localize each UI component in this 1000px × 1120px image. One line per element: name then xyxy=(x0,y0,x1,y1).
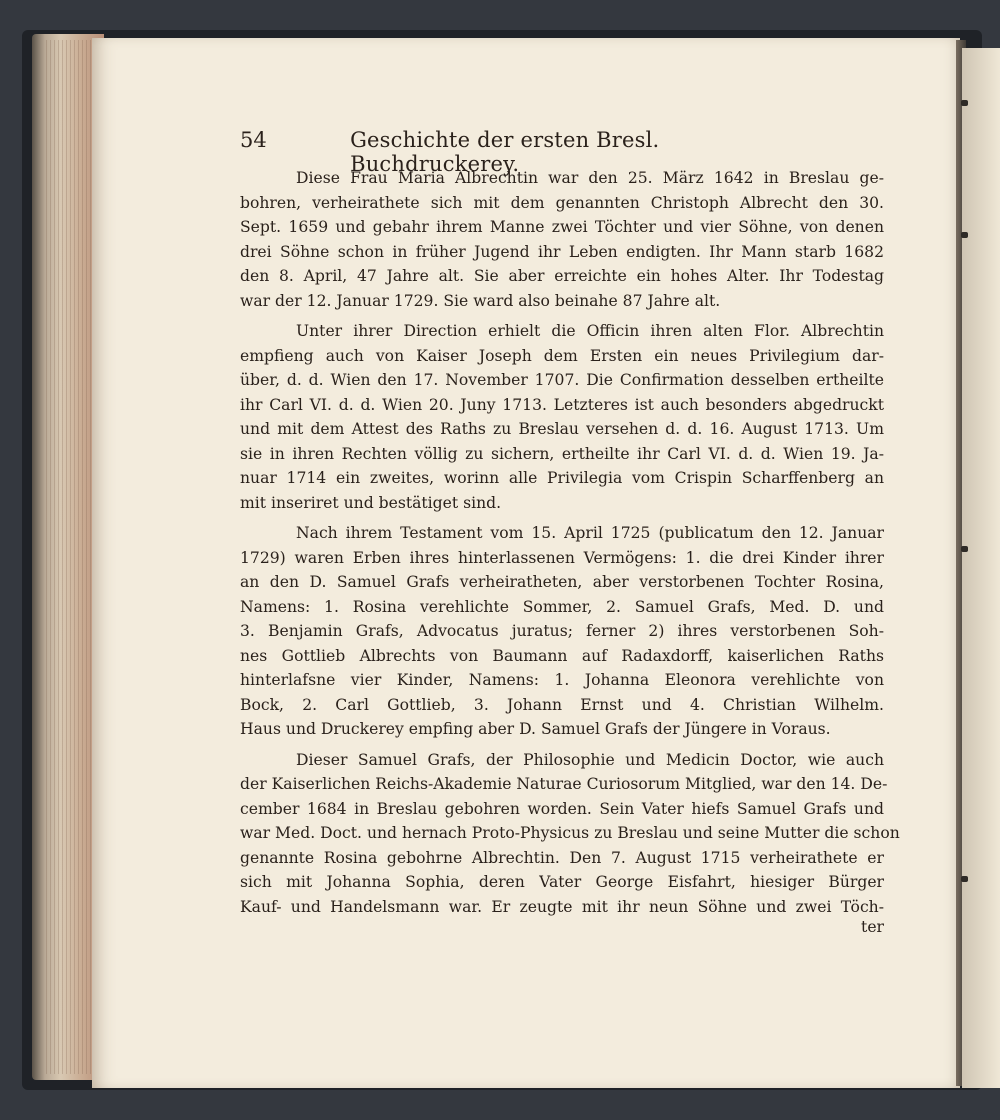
text-line: war Med. Doct. und hernach Proto-Physicus zu Breslau und seine Mutter die schon xyxy=(240,824,900,842)
paragraph xyxy=(240,748,900,920)
running-head: Geschichte der ersten Bresl. Buchdruckerey. xyxy=(350,128,660,176)
text-line: ihr Carl VI. d. d. Wien 20. Juny 1713. Letzteres ist auch besonders abgedruckt xyxy=(240,395,884,414)
paragraph xyxy=(240,521,884,742)
page-number: 54 xyxy=(240,128,267,152)
text-line: der Kaiserlichen Reichs-Akademie Naturae Curiosorum Mitglied, war den 14. De- xyxy=(240,775,888,793)
catchword: ter xyxy=(861,918,884,936)
text-line: über, d. d. Wien den 17. November 1707. Die Confirmation desselben ertheilte xyxy=(240,371,884,389)
facing-page-mark xyxy=(961,100,968,106)
text-line: war der 12. Januar 1729. Sie ward also beinahe 87 Jahre alt. xyxy=(240,291,721,310)
facing-page-mark xyxy=(961,546,968,552)
text-line: Kauf- und Handelsmann war. Er zeugte mit ihr neun Söhne und zwei Töch- xyxy=(240,897,884,916)
body-text xyxy=(240,166,900,925)
text-line: Dieser Samuel Grafs, der Philosophie und Medicin Doctor, wie auch xyxy=(296,750,884,769)
text-line: 1729) waren Erben ihres hinterlassenen Vermögens: 1. die drei Kinder ihrer xyxy=(240,548,884,567)
paragraph xyxy=(240,166,884,313)
text-line: genannte Rosina gebohrne Albrechtin. Den 7. August 1715 verheirathete er xyxy=(240,848,884,867)
paragraph xyxy=(240,319,884,515)
text-line: 3. Benjamin Grafs, Advocatus juratus; ferner 2) ihres verstorbenen Soh- xyxy=(240,622,884,640)
text-line: Haus und Druckerey empfing aber D. Samuel Grafs der Jüngere in Voraus. xyxy=(240,720,831,738)
text-line: Diese Frau Maria Albrechtin war den 25. März 1642 in Breslau ge- xyxy=(296,169,884,187)
page-edge-lines xyxy=(46,40,96,1074)
text-line: sich mit Johanna Sophia, deren Vater George Eisfahrt, hiesiger Bürger xyxy=(240,873,884,891)
text-line: nuar 1714 ein zweites, worinn alle Privilegia vom Crispin Scharffenberg an xyxy=(240,469,884,487)
facing-page-edge xyxy=(962,48,1000,1088)
text-line: mit inseriret und bestätiget sind. xyxy=(240,493,502,512)
text-line: bohren, verheirathete sich mit dem genannten Christoph Albrecht den 30. xyxy=(240,193,884,212)
text-line: an den D. Samuel Grafs verheiratheten, aber verstorbenen Tochter Rosina, xyxy=(240,573,884,591)
facing-page-mark xyxy=(961,876,968,882)
page-header xyxy=(240,128,780,176)
text-line: empfieng auch von Kaiser Joseph dem Ersten ein neues Privilegium dar- xyxy=(240,346,884,365)
text-line: und mit dem Attest des Raths zu Breslau versehen d. d. 16. August 1713. Um xyxy=(240,420,884,438)
text-line: Namens: 1. Rosina verehlichte Sommer, 2. Samuel Grafs, Med. D. und xyxy=(240,597,884,616)
text-line: Unter ihrer Direction erhielt die Officin ihren alten Flor. Albrechtin xyxy=(296,322,884,340)
text-line: Bock, 2. Carl Gottlieb, 3. Johann Ernst und 4. Christian Wilhelm. xyxy=(240,695,884,714)
text-line: den 8. April, 47 Jahre alt. Sie aber erreichte ein hohes Alter. Ihr Todestag xyxy=(240,267,884,285)
text-line: sie in ihren Rechten völlig zu sichern, ertheilte ihr Carl VI. d. d. Wien 19. Ja- xyxy=(240,444,884,463)
facing-page-mark xyxy=(961,232,968,238)
text-line: hinterlafsne vier Kinder, Namens: 1. Johanna Eleonora verehlichte von xyxy=(240,671,884,689)
text-line: nes Gottlieb Albrechts von Baumann auf Radaxdorff, kaiserlichen Raths xyxy=(240,646,884,665)
text-line: Sept. 1659 und gebahr ihrem Manne zwei Töchter und vier Söhne, von denen xyxy=(240,218,884,236)
text-line: cember 1684 in Breslau gebohren worden. Sein Vater hiefs Samuel Grafs und xyxy=(240,799,884,818)
text-line: Nach ihrem Testament vom 15. April 1725 (publicatum den 12. Januar xyxy=(296,524,884,542)
text-line: drei Söhne schon in früher Jugend ihr Leben endigten. Ihr Mann starb 1682 xyxy=(240,242,884,261)
